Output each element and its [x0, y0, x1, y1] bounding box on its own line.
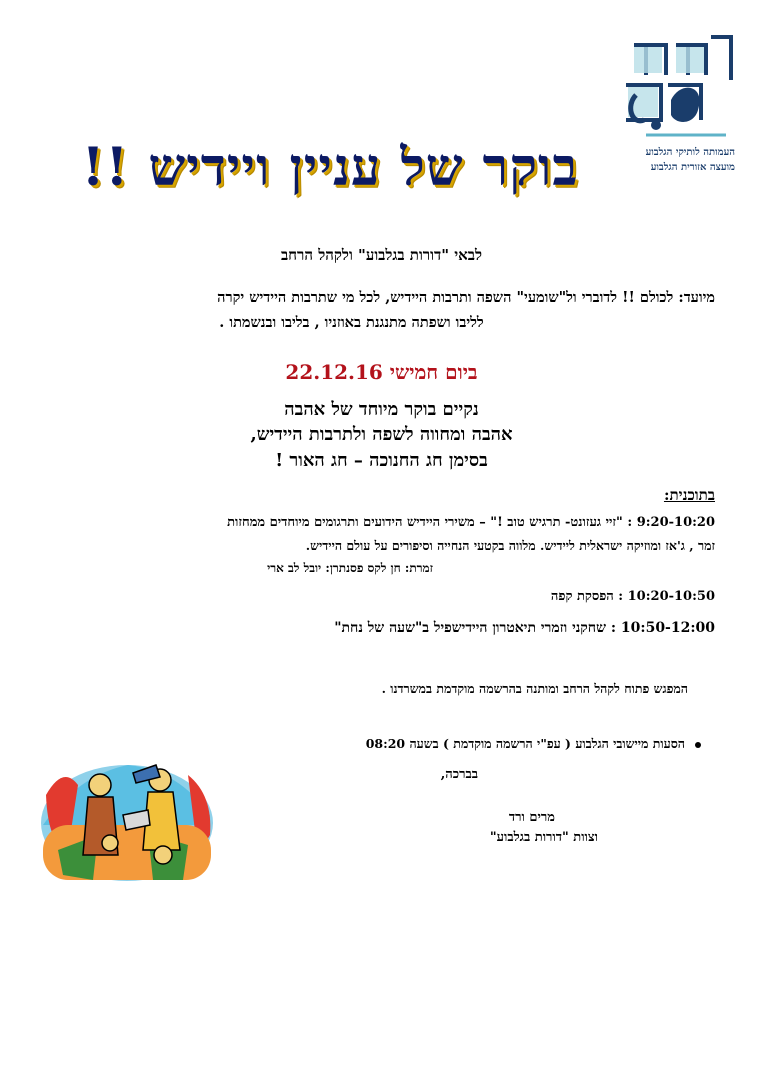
organization-logo: [606, 25, 743, 177]
musicians-clipart-icon: [38, 755, 216, 885]
logo-text-line2: מועצה אזורית הגלבוע: [650, 162, 735, 173]
program-item-1-line-2: זמר , ג'אז ומוזיקה ישראלית ליידיש. מלווה בקטעי הנחייה וסיפורים על עולם היידיש.: [305, 538, 715, 553]
greeting: בברכה,: [440, 767, 478, 782]
intro-line-1: מיועד: לכולם !! לדוברי ול"שומעי" השפה ותרבות היידיש, לכל מי שתרבות היידיש יקרה: [217, 289, 715, 306]
event-date: ביום חמישי 22.12.16: [285, 360, 478, 384]
intro-line-2: לליבו ושפתה מתנגנת באוזניו , בליבו ובנשמתו .: [219, 314, 484, 331]
registration-note: המפגש פתוח לקהל הרחב ומותנה בהרשמה מוקדמת במשרדנו .: [381, 681, 688, 696]
program-item-2: 10:20-10:50 : הפסקת קפה: [550, 589, 715, 604]
page-title: בוקר של עניין ויידיש !!: [81, 137, 579, 198]
headline-line-2: אהבה ומחווה לשפה ולתרבות היידיש,: [250, 424, 513, 445]
headline-line-1: נקיים בוקר מיוחד של אהבה: [284, 399, 479, 420]
subtitle: לבאי "דורות בגלבוע" ולקהל הרחב: [280, 246, 483, 264]
program-item-1-line-3: זמרת: חן לקס פסנתרן: יובל לב ארי: [267, 561, 433, 575]
headline-line-3: בסימן חג החנוכה – חג האור !: [275, 450, 488, 471]
signature-org: וצוות "דורות בגלבוע": [489, 830, 598, 845]
program-item-1-line-1: 9:20-10:20 : "זיי געזונט- תרגיש טוב !" – משירי היידיש הידועים ותרגומים מיוחדים ממחזות: [227, 515, 715, 530]
logo-text-line1: העמותה לותיקי הגלבוע: [645, 147, 735, 158]
program-item-3: 10:50-12:00 : שחקני וזמרי תיאטרון היידישפיל ב"שעה של נחת": [334, 620, 715, 636]
bullet-icon: [695, 742, 701, 748]
program-heading: בתוכנית:: [663, 486, 715, 504]
signature-name: מרים ורד: [508, 810, 555, 825]
transport-bullet: הסעות מיישובי הגלבוע ( עפ"י הרשמה מוקדמת ) בשעה 08:20: [365, 736, 685, 751]
dorot-bagilboa-logo-icon: [606, 25, 743, 143]
